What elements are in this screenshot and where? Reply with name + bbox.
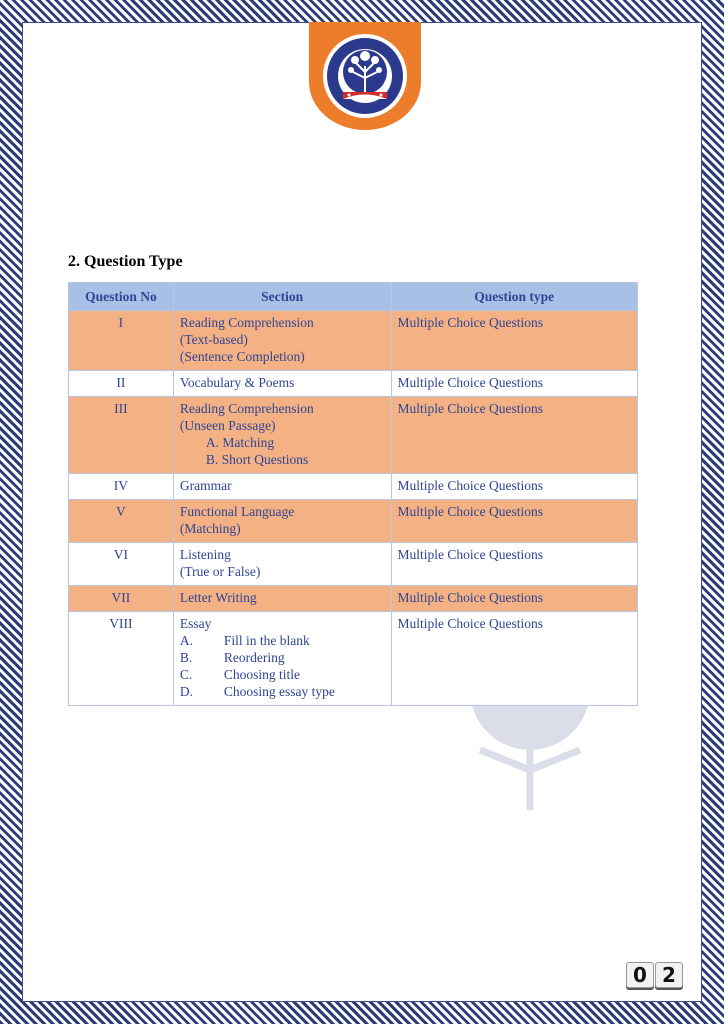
header-section: Section bbox=[173, 283, 391, 311]
question-type-cell: Multiple Choice Questions bbox=[391, 543, 638, 586]
table-row bbox=[69, 543, 638, 586]
table-row bbox=[69, 612, 638, 706]
table-header-row bbox=[69, 283, 638, 311]
essay-item-letter: A. bbox=[179, 633, 193, 648]
question-type-cell: Multiple Choice Questions bbox=[391, 612, 638, 706]
essay-item bbox=[180, 649, 385, 666]
section-line: (Matching) bbox=[179, 521, 241, 536]
section-line: Letter Writing bbox=[179, 590, 257, 605]
section-cell bbox=[173, 500, 391, 543]
section-line: (Unseen Passage) bbox=[179, 418, 276, 433]
question-type-cell: Multiple Choice Questions bbox=[391, 500, 638, 543]
header-question-type: Question type bbox=[391, 283, 638, 311]
question-no: IV bbox=[69, 474, 174, 500]
school-emblem-icon bbox=[309, 22, 421, 130]
section-cell bbox=[173, 397, 391, 474]
table-row bbox=[69, 500, 638, 543]
essay-item-letter: C. bbox=[179, 667, 193, 682]
question-type-cell: Multiple Choice Questions bbox=[391, 371, 638, 397]
section-line: Listening bbox=[179, 547, 231, 562]
question-type-cell: Multiple Choice Questions bbox=[391, 311, 638, 371]
essay-item-text: Fill in the blank bbox=[223, 633, 310, 648]
section-line: Essay bbox=[179, 616, 212, 631]
question-no: VII bbox=[69, 586, 174, 612]
table-row bbox=[69, 371, 638, 397]
page-number-digit: 2 bbox=[655, 962, 683, 988]
section-line: (Sentence Completion) bbox=[179, 349, 305, 364]
question-no: III bbox=[69, 397, 174, 474]
question-no: VIII bbox=[69, 612, 174, 706]
essay-item bbox=[180, 666, 385, 683]
section-heading: 2. Question Type bbox=[68, 253, 183, 270]
question-no: V bbox=[69, 500, 174, 543]
question-type-cell: Multiple Choice Questions bbox=[391, 474, 638, 500]
essay-item-text: Choosing essay type bbox=[223, 684, 335, 699]
table-row bbox=[69, 397, 638, 474]
table-row bbox=[69, 586, 638, 612]
essay-item-letter: B. bbox=[179, 650, 193, 665]
essay-item bbox=[180, 632, 385, 649]
page-number-digit: 0 bbox=[626, 962, 654, 988]
header-question-no: Question No bbox=[69, 283, 174, 311]
question-no: I bbox=[69, 311, 174, 371]
section-line: Reading Comprehension bbox=[179, 401, 314, 416]
section-line: Grammar bbox=[179, 478, 232, 493]
section-line: Vocabulary & Poems bbox=[179, 375, 295, 390]
section-line: (Text-based) bbox=[179, 332, 248, 347]
section-cell bbox=[173, 311, 391, 371]
essay-item-text: Choosing title bbox=[223, 667, 300, 682]
table-row bbox=[69, 474, 638, 500]
essay-item-letter: D. bbox=[179, 684, 193, 699]
section-line: Functional Language bbox=[179, 504, 295, 519]
section-subitem: B. Short Questions bbox=[205, 452, 309, 467]
section-line: (True or False) bbox=[179, 564, 261, 579]
section-cell bbox=[173, 474, 391, 500]
section-cell bbox=[173, 586, 391, 612]
section-cell bbox=[173, 371, 391, 397]
question-type-cell: Multiple Choice Questions bbox=[391, 586, 638, 612]
question-no: VI bbox=[69, 543, 174, 586]
question-type-table bbox=[68, 282, 638, 706]
section-line: Reading Comprehension bbox=[179, 315, 314, 330]
section-cell bbox=[173, 543, 391, 586]
section-cell bbox=[173, 612, 391, 706]
question-type-cell: Multiple Choice Questions bbox=[391, 397, 638, 474]
table-row bbox=[69, 311, 638, 371]
question-no: II bbox=[69, 371, 174, 397]
essay-item-text: Reordering bbox=[223, 650, 285, 665]
essay-item bbox=[180, 683, 385, 700]
section-subitem: A. Matching bbox=[205, 435, 275, 450]
